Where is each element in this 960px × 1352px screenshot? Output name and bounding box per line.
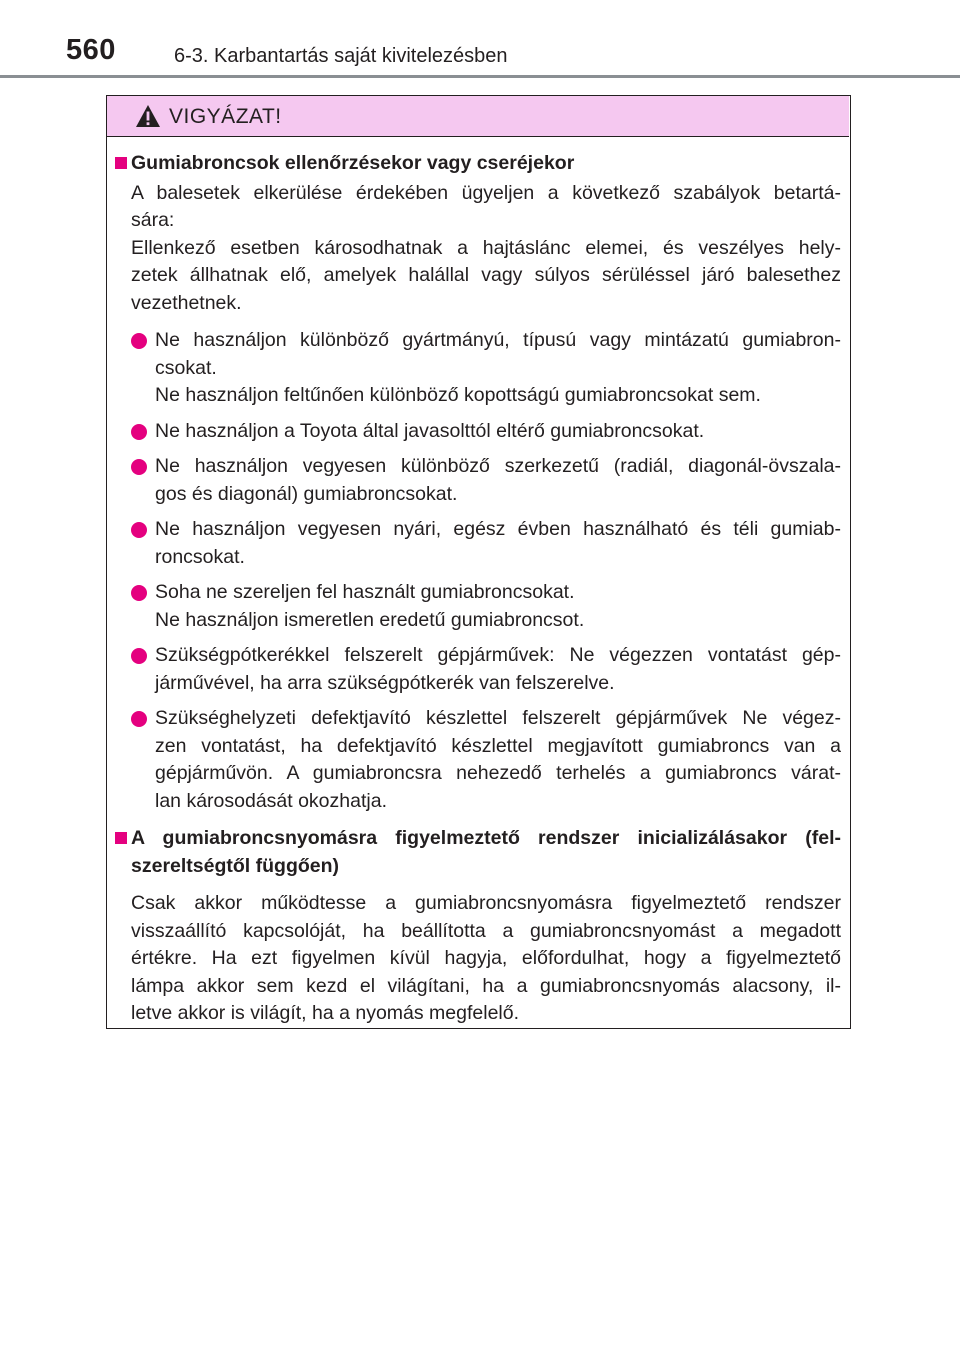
header-divider	[0, 75, 960, 78]
warning-title: VIGYÁZAT!	[169, 105, 282, 128]
text-line: értékre. Ha ezt figyelmen kívül hagyja, előfordulhat, hogy a figyelmeztető	[131, 947, 841, 969]
section-heading-text: Gumiabroncsok ellenőrzésekor vagy cseréjekor	[131, 152, 575, 174]
text-line: Ne használjon feltűnően különböző kopottságú gumiabroncsokat sem.	[155, 384, 761, 406]
text-line: A balesetek elkerülése érdekében ügyeljen a következő szabályok betartá-	[131, 181, 841, 204]
round-bullet-icon	[131, 711, 147, 727]
round-bullet-icon	[131, 585, 147, 601]
text-line: gos és diagonál) gumiabroncsokat.	[155, 482, 458, 505]
text-line: sára:	[131, 209, 175, 231]
text-line: zetek állhatnak elő, amelyek halállal vagy súlyos sérüléssel járó balesethez	[131, 264, 841, 286]
round-bullet-icon	[131, 648, 147, 664]
section-heading	[115, 825, 841, 880]
text-line: Ne használjon a Toyota által javasolttól eltérő gumiabroncsokat.	[155, 419, 705, 442]
section-heading-text: A gumiabroncsnyomásra figyelmeztető rendszer inicializálásakor (fel-	[131, 827, 841, 849]
list-item	[115, 418, 841, 446]
round-bullet-icon	[131, 522, 147, 538]
list-item	[115, 705, 841, 815]
round-bullet-icon	[131, 459, 147, 475]
body-paragraph	[115, 890, 841, 1028]
intro-paragraph	[115, 180, 841, 318]
list-item	[115, 642, 841, 697]
text-line: Soha ne szereljen fel használt gumiabroncsokat.	[155, 581, 575, 603]
text-line: visszaállító kapcsolóját, ha beállította a gumiabroncsnyomást a megadott	[131, 919, 841, 942]
text-line: zen vontatást, ha defektjavító készlettel megjavított gumiabroncs van a	[155, 734, 841, 757]
square-bullet-icon	[115, 832, 127, 844]
page-header	[0, 0, 960, 80]
text-line: vezethetnek.	[131, 291, 242, 314]
text-line: gépjárművön. A gumiabroncsra nehezedő terhelés a gumiabroncs várat-	[155, 762, 841, 784]
text-line: Ne használjon különböző gyártmányú, típusú vagy mintázatú gumiabron-	[155, 329, 841, 351]
section-heading-text: szereltségtől függően)	[131, 854, 340, 877]
list-item	[115, 453, 841, 508]
rules-list	[115, 327, 841, 815]
list-item	[115, 579, 841, 634]
list-item	[115, 327, 841, 410]
text-line: Szükségpótkerékkel felszerelt gépjárművek: Ne végezzen vontatást gép-	[155, 644, 841, 666]
warning-box	[106, 95, 851, 1029]
text-line: Ne használjon vegyesen nyári, egész évben használható és téli gumiab-	[155, 518, 841, 540]
text-line: lan károsodását okozhatja.	[155, 789, 387, 812]
text-line: Ne használjon vegyesen különböző szerkezetű (radiál, diagonál-övszala-	[155, 455, 841, 477]
text-line: járművével, ha arra szükségpótkerék van felszerelve.	[155, 671, 615, 694]
text-line: Ne használjon ismeretlen eredetű gumiabroncsot.	[155, 608, 585, 631]
page-number: 560	[66, 34, 116, 66]
text-line: Ellenkező esetben károsodhatnak a hajtáslánc elemei, és veszélyes hely-	[131, 236, 841, 259]
section-title: 6-3. Karbantartás saját kivitelezésben	[174, 45, 508, 67]
text-line: csokat.	[155, 356, 217, 379]
text-line: roncsokat.	[155, 545, 245, 568]
round-bullet-icon	[131, 333, 147, 349]
round-bullet-icon	[131, 424, 147, 440]
list-item	[115, 516, 841, 571]
section-heading	[115, 150, 841, 178]
warning-content	[115, 150, 841, 1028]
text-line: lámpa akkor sem kezd el világítani, ha a gumiabroncsnyomás alacsony, il-	[131, 974, 841, 997]
warning-triangle-icon	[135, 104, 161, 128]
warning-header	[107, 96, 849, 137]
text-line: letve akkor is világít, ha a nyomás megfelelő.	[131, 1002, 520, 1024]
text-line: Csak akkor működtesse a gumiabroncsnyomásra figyelmeztető rendszer	[131, 892, 841, 914]
square-bullet-icon	[115, 157, 127, 169]
text-line: Szükséghelyzeti defektjavító készlettel felszerelt gépjárművek Ne végez-	[155, 707, 841, 729]
